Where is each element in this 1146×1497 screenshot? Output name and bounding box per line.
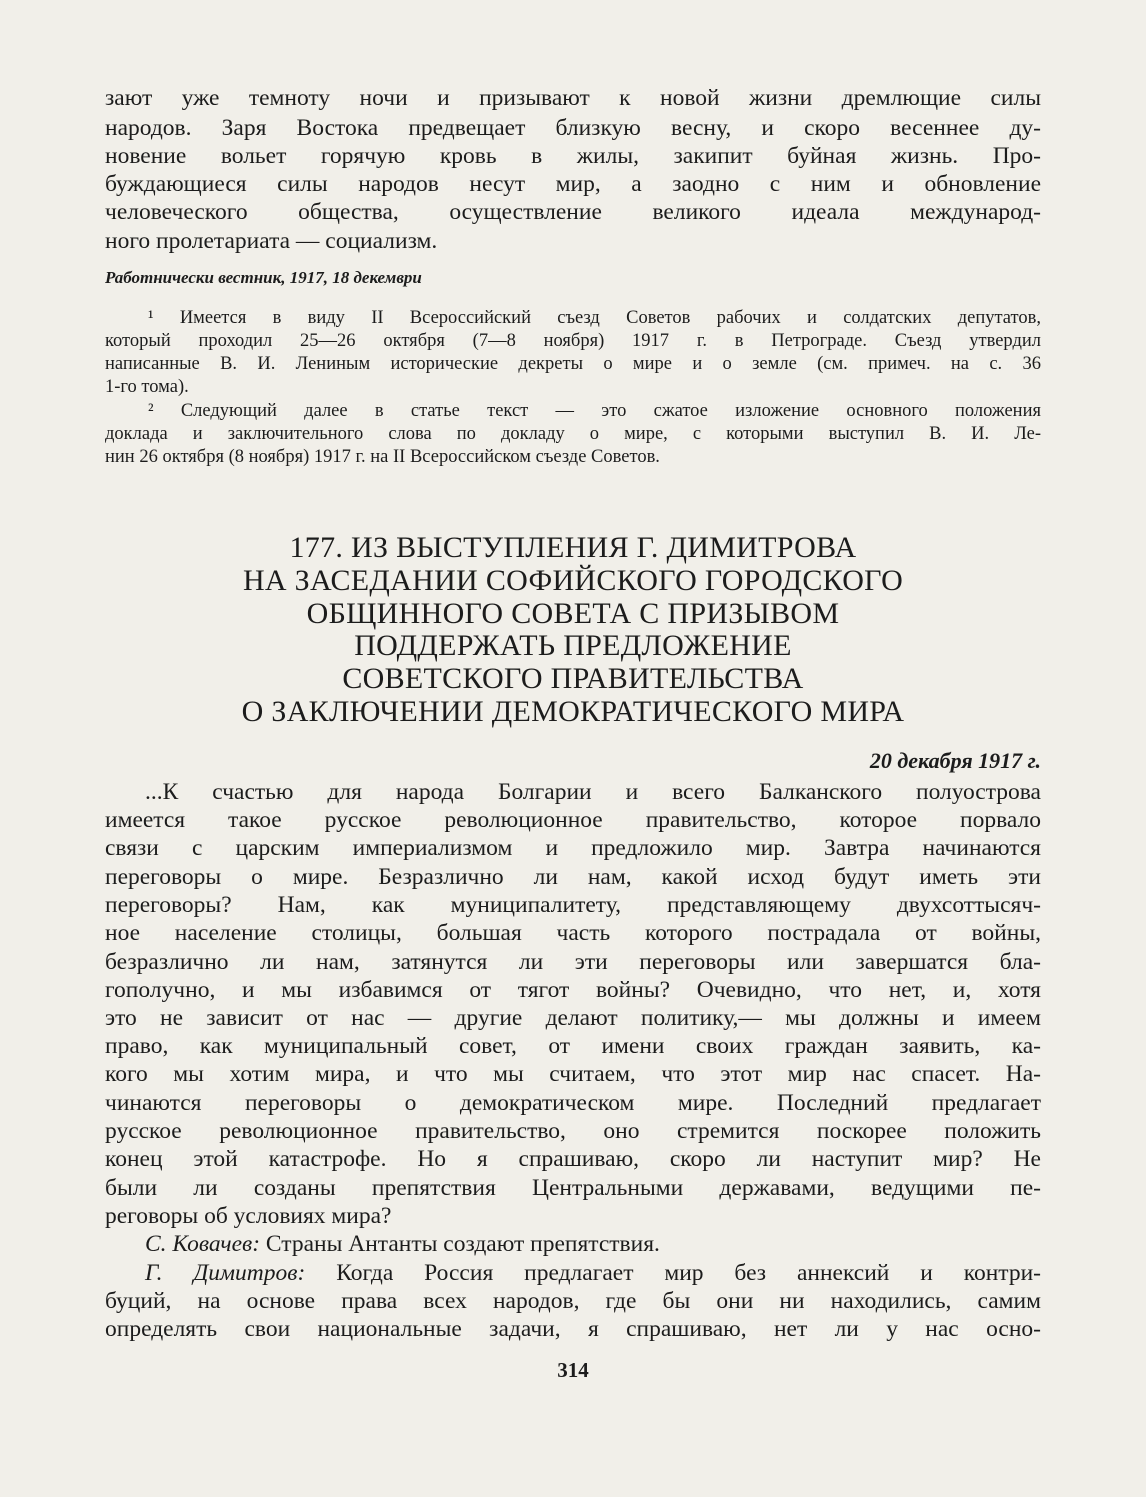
text-line: ...К счастью для народа Болгарии и всего Балканского полуострова [145, 779, 1041, 805]
text-line: народов. Заря Востока предвещает близкую весну, и скоро весеннее ду- [105, 115, 1041, 141]
source-citation: Работнически вестник, 1917, 18 декември [105, 268, 422, 287]
footnote-line: 1-го тома). [105, 377, 189, 397]
text-line: переговоры о мире. Безразлично ли нам, какой исход будут иметь эти [105, 864, 1041, 890]
section-title-line: СОВЕТСКОГО ПРАВИТЕЛЬСТВА [342, 662, 804, 695]
text-line: имеется такое русское революционное правительство, которое порвало [105, 807, 1041, 833]
text-line: чинаются переговоры о демократическом мире. Последний предлагает [105, 1090, 1041, 1116]
remark-text: Страны Антанты создают препятствия. [260, 1231, 660, 1257]
speech-date: 20 декабря 1917 г. [869, 748, 1041, 773]
text-line: зают уже темноту ночи и призывают к новой жизни дремлющие силы [105, 85, 1041, 111]
text-line: русское революционное правительство, оно стремится поскорее положить [105, 1118, 1041, 1144]
text-line: человеческого общества, осуществление великого идеала международ- [105, 199, 1041, 225]
text-line: связи с царским империализмом и предложило мир. Завтра начинаются [105, 835, 1041, 861]
footnote-line: ¹ Имеется в виду II Всероссийский съезд Советов рабочих и солдатских депутатов, [148, 308, 1041, 328]
text-line: ное население столицы, большая часть которого пострадала от войны, [105, 920, 1041, 946]
section-title-line: ОБЩИННОГО СОВЕТА С ПРИЗЫВОМ [306, 597, 840, 630]
text-line: реговоры об условиях мира? [105, 1203, 392, 1229]
speaker-name: С. Ковачев: [145, 1231, 261, 1257]
page-number: 314 [557, 1358, 589, 1382]
text-line: безразлично ли нам, затянутся ли эти переговоры или завершатся бла- [105, 949, 1041, 975]
section-title-line: ПОДДЕРЖАТЬ ПРЕДЛОЖЕНИЕ [354, 629, 792, 662]
reply-text: Когда Россия предлагает мир без аннексий и контри- [305, 1260, 1041, 1286]
speaker-name: Г. Димитров: [145, 1260, 306, 1286]
dimitrov-reply [145, 1259, 1041, 1287]
text-line: гополучно, и мы избавимся от тягот войны? Очевидно, что нет, и, хотя [105, 977, 1041, 1003]
text-line: буций, на основе права всех народов, где бы они ни находились, самим [105, 1288, 1041, 1314]
text-line: конец этой катастрофе. Но я спрашиваю, скоро ли наступит мир? Не [105, 1146, 1041, 1172]
footnote-line: который проходил 25—26 октября (7—8 ноября) 1917 г. в Петрограде. Съезд утвердил [105, 331, 1041, 351]
text-line: ного пролетариата — социализм. [105, 228, 438, 254]
kovachev-remark [145, 1230, 1041, 1258]
text-line: переговоры? Нам, как муниципалитету, представляющему двухсоттысяч- [105, 892, 1041, 918]
footnote-line: доклада и заключительного слова по докладу о мире, с которыми выступил В. И. Ле- [105, 424, 1041, 444]
text-line: буждающиеся силы народов несут мир, а заодно с ним и обновление [105, 171, 1041, 197]
footnote-line: ² Следующий далее в статье текст — это сжатое изложение основного положения [148, 401, 1041, 421]
text-line: были ли созданы препятствия Центральными державами, ведущими пе- [105, 1175, 1041, 1201]
section-title-line: 177. ИЗ ВЫСТУПЛЕНИЯ Г. ДИМИТРОВА [289, 531, 857, 564]
text-line: новение вольет горячую кровь в жилы, закипит буйная жизнь. Про- [105, 143, 1041, 169]
text-line: это не зависит от нас — другие делают политику,— мы должны и имеем [105, 1005, 1041, 1031]
footnote-line: нин 26 октября (8 ноября) 1917 г. на II Всероссийском съезде Советов. [105, 447, 660, 467]
text-line: право, как муниципальный совет, от имени своих граждан заявить, ка- [105, 1033, 1041, 1059]
text-line: определять свои национальные задачи, я спрашиваю, нет ли у нас осно- [105, 1316, 1041, 1342]
section-title-line: О ЗАКЛЮЧЕНИИ ДЕМОКРАТИЧЕСКОГО МИРА [241, 695, 905, 728]
text-line: кого мы хотим мира, и что мы считаем, что этот мир нас спасет. На- [105, 1061, 1041, 1087]
section-title-line: НА ЗАСЕДАНИИ СОФИЙСКОГО ГОРОДСКОГО [242, 564, 904, 597]
footnote-line: написанные В. И. Лениным исторические декреты о мире и о земле (см. примеч. на с. 36 [105, 354, 1041, 374]
